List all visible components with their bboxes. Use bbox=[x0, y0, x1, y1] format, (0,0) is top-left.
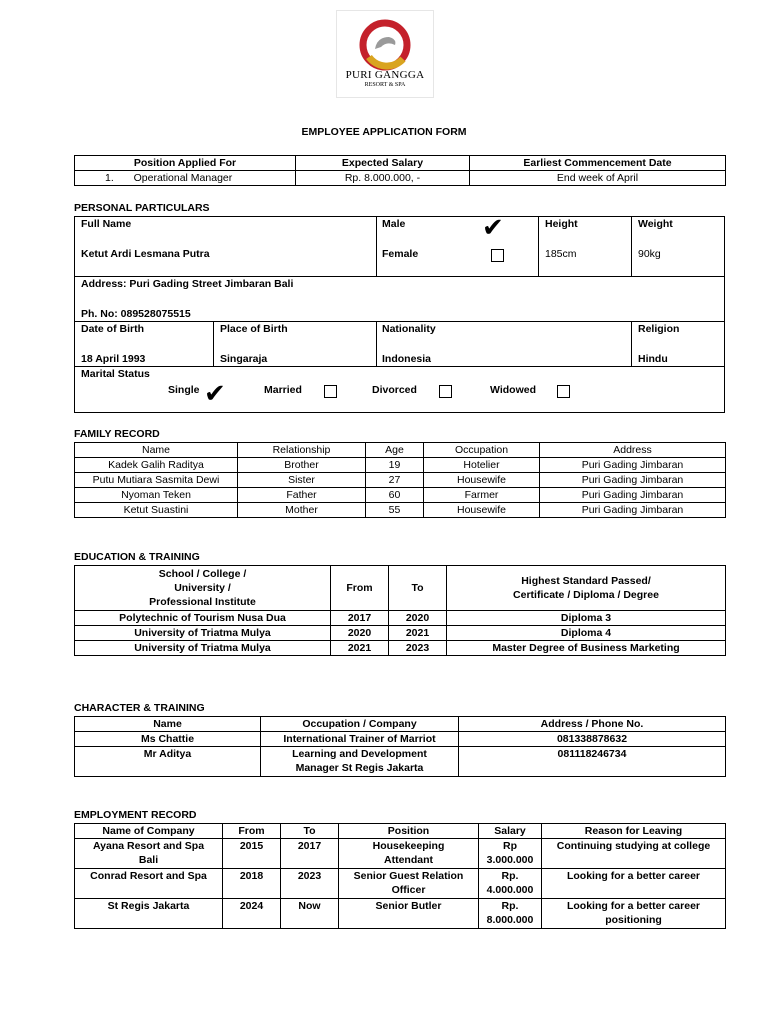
weight-value: 90kg bbox=[638, 248, 661, 260]
male-checkmark-icon: ✔ bbox=[482, 212, 504, 242]
family-cell: Puri Gading Jimbaran bbox=[540, 503, 726, 518]
table-row bbox=[75, 747, 726, 777]
employment-cell bbox=[339, 839, 479, 869]
employment-header-position: Position bbox=[339, 824, 479, 839]
date-value: End week of April bbox=[470, 171, 726, 186]
table-row bbox=[75, 839, 726, 869]
school-header-line: University / bbox=[174, 582, 231, 594]
employment-cell: 2024 bbox=[223, 899, 281, 929]
education-cell: 2020 bbox=[389, 611, 447, 626]
employment-cell: Now bbox=[281, 899, 339, 929]
education-cell: Master Degree of Business Marketing bbox=[447, 641, 726, 656]
reason-line: Looking for a better career bbox=[566, 870, 701, 882]
religion-label: Religion bbox=[638, 323, 680, 335]
full-name-value: Ketut Ardi Lesmana Putra bbox=[81, 248, 210, 260]
family-cell: Ketut Suastini bbox=[75, 503, 238, 518]
character-title: CHARACTER & TRAINING bbox=[74, 702, 205, 714]
position-line: Senior Butler bbox=[375, 900, 442, 912]
single-label: Single bbox=[168, 384, 200, 396]
education-header-cert bbox=[447, 566, 726, 611]
employment-cell bbox=[75, 899, 223, 929]
salary-header: Expected Salary bbox=[296, 156, 470, 171]
family-cell: Housewife bbox=[424, 473, 540, 488]
logo-name: PURI GANGGA bbox=[345, 69, 425, 81]
female-checkbox[interactable] bbox=[491, 249, 504, 262]
position-value bbox=[75, 171, 296, 186]
family-cell: Puri Gading Jimbaran bbox=[540, 473, 726, 488]
family-cell: Puri Gading Jimbaran bbox=[540, 488, 726, 503]
education-header-from: From bbox=[331, 566, 389, 611]
logo bbox=[336, 10, 434, 98]
salary-line: 3.000.000 bbox=[486, 854, 534, 866]
company-line: Bali bbox=[138, 854, 159, 866]
salary-value: Rp. 8.000.000, - bbox=[296, 171, 470, 186]
character-header-phone: Address / Phone No. bbox=[459, 717, 726, 732]
employment-cell bbox=[479, 869, 542, 899]
education-cell: University of Triatma Mulya bbox=[75, 626, 331, 641]
table-row bbox=[75, 626, 726, 641]
employment-header-reason: Reason for Leaving bbox=[542, 824, 726, 839]
education-header-to: To bbox=[389, 566, 447, 611]
position-header: Position Applied For bbox=[75, 156, 296, 171]
single-checkmark-icon: ✔ bbox=[204, 378, 226, 408]
height-label: Height bbox=[545, 218, 578, 230]
reason-line: positioning bbox=[605, 914, 662, 926]
divorced-checkbox[interactable] bbox=[439, 385, 452, 398]
table-row bbox=[75, 641, 726, 656]
employment-header-from: From bbox=[223, 824, 281, 839]
salary-line: 4.000.000 bbox=[486, 884, 534, 896]
cert-header-line: Highest Standard Passed/ bbox=[521, 575, 651, 587]
family-cell: Kadek Galih Raditya bbox=[75, 458, 238, 473]
education-cell: Diploma 3 bbox=[447, 611, 726, 626]
reason-line: Continuing studying at college bbox=[556, 840, 711, 852]
religion-value: Hindu bbox=[638, 353, 668, 365]
family-cell: Mother bbox=[238, 503, 366, 518]
education-table bbox=[74, 565, 726, 656]
position-line: Housekeeping bbox=[372, 840, 445, 852]
family-header-name: Name bbox=[75, 443, 238, 458]
employment-cell bbox=[75, 869, 223, 899]
education-cell: 2020 bbox=[331, 626, 389, 641]
character-cell bbox=[261, 747, 459, 777]
nationality-label: Nationality bbox=[382, 323, 436, 335]
pob-value: Singaraja bbox=[220, 353, 268, 365]
table-row bbox=[75, 458, 726, 473]
employment-cell: 2018 bbox=[223, 869, 281, 899]
family-cell: Puri Gading Jimbaran bbox=[540, 458, 726, 473]
widowed-checkbox[interactable] bbox=[557, 385, 570, 398]
table-row bbox=[75, 869, 726, 899]
family-cell: Sister bbox=[238, 473, 366, 488]
logo-emblem-icon bbox=[337, 15, 433, 75]
family-cell: 55 bbox=[366, 503, 424, 518]
character-cell: Mr Aditya bbox=[75, 747, 261, 777]
full-name-label: Full Name bbox=[81, 218, 132, 230]
character-cell: Ms Chattie bbox=[75, 732, 261, 747]
character-cell: 081118246734 bbox=[459, 747, 726, 777]
school-header-line: School / College / bbox=[158, 568, 247, 580]
education-cell: 2023 bbox=[389, 641, 447, 656]
family-cell: Hotelier bbox=[424, 458, 540, 473]
employment-cell: 2023 bbox=[281, 869, 339, 899]
education-cell: 2017 bbox=[331, 611, 389, 626]
family-cell: Father bbox=[238, 488, 366, 503]
family-header-relationship: Relationship bbox=[238, 443, 366, 458]
salary-line: Rp. bbox=[501, 900, 519, 912]
female-label: Female bbox=[382, 248, 419, 260]
family-header-occupation: Occupation bbox=[424, 443, 540, 458]
education-cell: Polytechnic of Tourism Nusa Dua bbox=[75, 611, 331, 626]
position-number: 1. bbox=[105, 172, 114, 184]
family-cell: Putu Mutiara Sasmita Dewi bbox=[75, 473, 238, 488]
family-title: FAMILY RECORD bbox=[74, 428, 160, 440]
employment-title: EMPLOYMENT RECORD bbox=[74, 809, 197, 821]
character-header-occupation: Occupation / Company bbox=[261, 717, 459, 732]
table-row bbox=[75, 732, 726, 747]
marital-label: Marital Status bbox=[81, 368, 150, 380]
pob-label: Place of Birth bbox=[220, 323, 288, 335]
employment-cell bbox=[479, 899, 542, 929]
male-label: Male bbox=[382, 218, 406, 230]
employment-cell bbox=[339, 899, 479, 929]
occupation-line: Manager St Regis Jakarta bbox=[295, 762, 424, 774]
salary-line: 8.000.000 bbox=[486, 914, 534, 926]
education-header-school bbox=[75, 566, 331, 611]
education-cell: 2021 bbox=[389, 626, 447, 641]
phone-value: Ph. No: 089528075515 bbox=[81, 308, 191, 320]
dob-label: Date of Birth bbox=[81, 323, 144, 335]
family-header-address: Address bbox=[540, 443, 726, 458]
employment-cell bbox=[542, 899, 726, 929]
form-title: EMPLOYEE APPLICATION FORM bbox=[301, 126, 467, 138]
position-applied: Operational Manager bbox=[133, 172, 233, 184]
family-cell: Farmer bbox=[424, 488, 540, 503]
married-label: Married bbox=[264, 384, 302, 396]
salary-line: Rp. bbox=[501, 870, 519, 882]
family-table bbox=[74, 442, 726, 518]
position-line: Senior Guest Relation bbox=[353, 870, 464, 882]
address-value: Address: Puri Gading Street Jimbaran Bali bbox=[81, 278, 294, 290]
date-header: Earliest Commencement Date bbox=[470, 156, 726, 171]
table-row bbox=[75, 503, 726, 518]
employment-header-company: Name of Company bbox=[75, 824, 223, 839]
education-cell: Diploma 4 bbox=[447, 626, 726, 641]
employment-cell bbox=[479, 839, 542, 869]
company-line: Ayana Resort and Spa bbox=[92, 840, 205, 852]
employment-cell bbox=[339, 869, 479, 899]
dob-value: 18 April 1993 bbox=[81, 353, 146, 365]
family-cell: Nyoman Teken bbox=[75, 488, 238, 503]
employment-header-to: To bbox=[281, 824, 339, 839]
position-table bbox=[74, 155, 726, 186]
table-row bbox=[75, 611, 726, 626]
table-row bbox=[75, 488, 726, 503]
position-line: Officer bbox=[391, 884, 426, 896]
position-line: Attendant bbox=[384, 854, 433, 866]
character-cell: International Trainer of Marriot bbox=[261, 732, 459, 747]
employment-cell: 2017 bbox=[281, 839, 339, 869]
school-header-line: Professional Institute bbox=[149, 596, 256, 608]
character-cell: 081338878632 bbox=[459, 732, 726, 747]
married-checkbox[interactable] bbox=[324, 385, 337, 398]
character-table bbox=[74, 716, 726, 777]
table-row bbox=[75, 899, 726, 929]
employment-header-salary: Salary bbox=[479, 824, 542, 839]
company-line: St Regis Jakarta bbox=[107, 900, 190, 912]
family-cell: Brother bbox=[238, 458, 366, 473]
table-row bbox=[75, 473, 726, 488]
salary-line: Rp bbox=[503, 840, 517, 852]
family-cell: Housewife bbox=[424, 503, 540, 518]
family-header-age: Age bbox=[366, 443, 424, 458]
family-cell: 19 bbox=[366, 458, 424, 473]
cert-header-line: Certificate / Diploma / Degree bbox=[513, 589, 659, 601]
personal-title: PERSONAL PARTICULARS bbox=[74, 202, 210, 214]
divorced-label: Divorced bbox=[372, 384, 417, 396]
employment-cell bbox=[542, 869, 726, 899]
employment-cell bbox=[542, 839, 726, 869]
family-cell: 60 bbox=[366, 488, 424, 503]
education-cell: University of Triatma Mulya bbox=[75, 641, 331, 656]
education-cell: 2021 bbox=[331, 641, 389, 656]
reason-line: Looking for a better career bbox=[566, 900, 701, 912]
weight-label: Weight bbox=[638, 218, 673, 230]
logo-sub: RESORT & SPA bbox=[364, 82, 406, 88]
character-header-name: Name bbox=[75, 717, 261, 732]
height-value: 185cm bbox=[545, 248, 577, 260]
family-cell: 27 bbox=[366, 473, 424, 488]
widowed-label: Widowed bbox=[490, 384, 536, 396]
occupation-line: Learning and Development bbox=[292, 748, 427, 760]
employment-cell: 2015 bbox=[223, 839, 281, 869]
employment-cell bbox=[75, 839, 223, 869]
nationality-value: Indonesia bbox=[382, 353, 432, 365]
education-title: EDUCATION & TRAINING bbox=[74, 551, 200, 563]
company-line: Conrad Resort and Spa bbox=[90, 870, 207, 882]
employment-table bbox=[74, 823, 726, 929]
